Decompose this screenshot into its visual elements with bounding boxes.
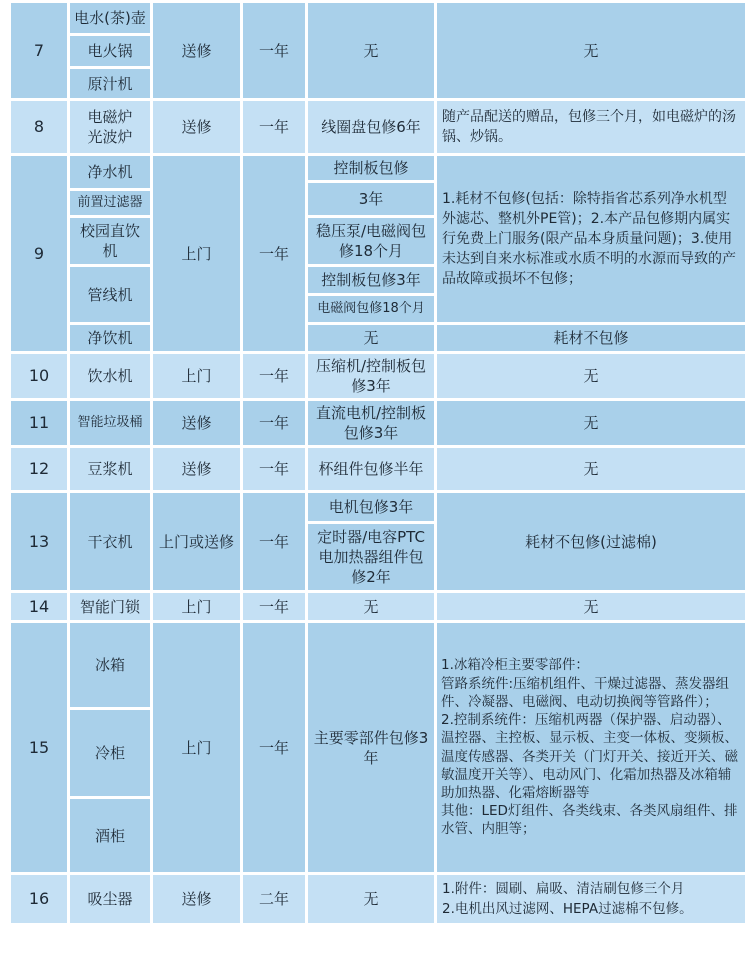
period-cell: 二年 [243,875,305,923]
remark-cell: 1.耗材不包修(包括：除特指省芯系列净水机型外滤芯、整机外PE管)；2.本产品包修期内属实行免费上门服务(限产品本身质量问题)；3.使用未达到自来水标准或水质不明的水源而导致的产品故障或损坏不包修； [437,156,745,322]
remark-cell: 无 [437,3,745,98]
parts-cell: 杯组件包修半年 [308,448,434,490]
remark-cell: 耗材不包修(过滤棉) [437,493,745,590]
parts-cell: 线圈盘包修6年 [308,101,434,153]
service-cell: 上门 [153,156,240,351]
table-row [11,448,745,490]
parts-cell: 稳压泵/电磁阀包修18个月 [308,218,434,264]
product-cell: 电火锅 [70,36,150,66]
parts-cell: 压缩机/控制板包修3年 [308,354,434,398]
row-number: 11 [11,401,67,445]
service-cell: 送修 [153,448,240,490]
period-cell: 一年 [243,493,305,590]
product-cell: 净饮机 [70,325,150,351]
parts-cell: 3年 [308,183,434,215]
product-cell: 前置过滤器 [70,191,150,215]
product-cell: 冰箱 [70,623,150,707]
remark-cell: 1.附件：圆刷、扁吸、清洁刷包修三个月 2.电机出风过滤网、HEPA过滤棉不包修。 [437,875,745,923]
product-cell: 电水(茶)壶 [70,3,150,33]
row-number: 12 [11,448,67,490]
product-cell: 干衣机 [70,493,150,590]
warranty-table [8,0,748,926]
table-row [11,3,745,33]
remark-cell: 无 [437,354,745,398]
product-cell: 原汁机 [70,69,150,98]
parts-cell: 主要零部件包修3年 [308,623,434,872]
parts-cell: 无 [308,593,434,620]
table-row [11,593,745,620]
product-cell: 智能门锁 [70,593,150,620]
table-row [11,101,745,153]
service-cell: 上门 [153,593,240,620]
table-row [11,623,745,707]
row-number: 13 [11,493,67,590]
remark-cell: 耗材不包修 [437,325,745,351]
service-cell: 送修 [153,875,240,923]
row-number: 10 [11,354,67,398]
parts-cell: 无 [308,875,434,923]
period-cell: 一年 [243,3,305,98]
product-cell: 管线机 [70,267,150,322]
product-cell: 吸尘器 [70,875,150,923]
product-cell: 豆浆机 [70,448,150,490]
remark-cell: 无 [437,593,745,620]
service-cell: 上门 [153,354,240,398]
parts-cell: 定时器/电容PTC电加热器组件包修2年 [308,524,434,590]
parts-cell: 电机包修3年 [308,493,434,521]
period-cell: 一年 [243,354,305,398]
remark-cell: 无 [437,401,745,445]
product-cell: 饮水机 [70,354,150,398]
product-cell: 电磁炉 光波炉 [70,101,150,153]
product-cell: 酒柜 [70,799,150,872]
remark-cell: 随产品配送的赠品，包修三个月，如电磁炉的汤锅、炒锅。 [437,101,745,153]
table-row [11,325,745,351]
service-cell: 送修 [153,401,240,445]
table-row [11,875,745,923]
period-cell: 一年 [243,593,305,620]
service-cell: 上门 [153,623,240,872]
row-number: 8 [11,101,67,153]
parts-cell: 控制板包修3年 [308,267,434,293]
service-cell: 送修 [153,101,240,153]
product-cell: 冷柜 [70,710,150,796]
table-row [11,354,745,398]
table-row [11,156,745,180]
row-number: 16 [11,875,67,923]
period-cell: 一年 [243,448,305,490]
period-cell: 一年 [243,623,305,872]
parts-cell: 直流电机/控制板包修3年 [308,401,434,445]
table-row [11,493,745,521]
remark-cell: 1.冰箱冷柜主要零部件： 管路系统件:压缩机组件、干燥过滤器、蒸发器组件、冷凝器、电磁阀、电动切换阀等管路件）； 2.控制系统件：压缩机两器（保护器、启动器）、温控器、主控板、显示板、主变一体板、变频板、温度传感器、各类开关（门灯开关、接近开关、磁敏温度开关等）、电动风门、化霜加热器及冰箱辅助加热器、化霜熔断器等 其他：LED灯组件、各类线束、各类风扇组件、排水管、内胆等； [437,623,745,872]
parts-cell: 电磁阀包修18个月 [308,296,434,322]
parts-cell: 无 [308,325,434,351]
parts-cell: 控制板包修 [308,156,434,180]
row-number: 7 [11,3,67,98]
product-cell: 校园直饮机 [70,218,150,264]
service-cell: 送修 [153,3,240,98]
period-cell: 一年 [243,401,305,445]
row-number: 15 [11,623,67,872]
period-cell: 一年 [243,156,305,351]
parts-cell: 无 [308,3,434,98]
table-row [11,401,745,445]
row-number: 14 [11,593,67,620]
service-cell: 上门或送修 [153,493,240,590]
product-cell: 净水机 [70,156,150,188]
period-cell: 一年 [243,101,305,153]
row-number: 9 [11,156,67,351]
product-cell: 智能垃圾桶 [70,401,150,445]
remark-cell: 无 [437,448,745,490]
